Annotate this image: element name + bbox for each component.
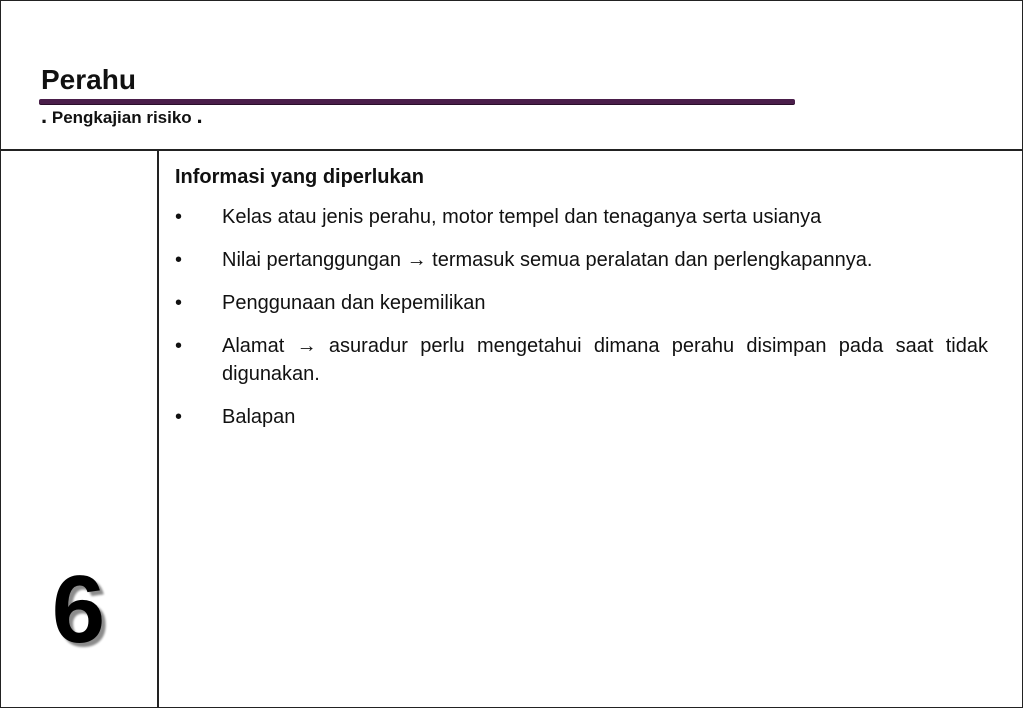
section-heading: Informasi yang diperlukan (175, 166, 424, 188)
page-subtitle (41, 103, 203, 128)
list-item-text: Balapan (222, 406, 296, 428)
list-item (175, 246, 988, 274)
list-item (175, 289, 988, 317)
slide-number: 6 (51, 556, 106, 663)
page-title: Perahu (41, 64, 136, 95)
slide-content (175, 164, 988, 446)
subtitle-suffix: . (196, 103, 203, 128)
bullet-icon: • (175, 206, 183, 228)
list-item-text: Kelas atau jenis perahu, motor tempel dan tenaganya serta usianya (222, 206, 822, 228)
subtitle-prefix: . (41, 103, 48, 128)
list-item-text: Alamat → asuradur perlu mengetahui dimana perahu disimpan pada saat tidak digunakan. (222, 335, 988, 385)
bullet-icon: • (175, 406, 183, 428)
bullet-icon: • (175, 249, 183, 271)
bullet-icon: • (175, 292, 183, 314)
list-item-text: Nilai pertanggungan → termasuk semua peralatan dan perlengkapannya. (222, 249, 873, 271)
list-item (175, 203, 988, 231)
list-item-text: Penggunaan dan kepemilikan (222, 292, 486, 314)
list-item (175, 403, 988, 431)
bullet-icon: • (175, 335, 183, 357)
title-underline (39, 99, 795, 104)
bullet-list (175, 203, 988, 431)
list-item (175, 332, 988, 388)
slide-header (0, 0, 1022, 151)
subtitle-text: Pengkajian risiko (51, 108, 192, 127)
